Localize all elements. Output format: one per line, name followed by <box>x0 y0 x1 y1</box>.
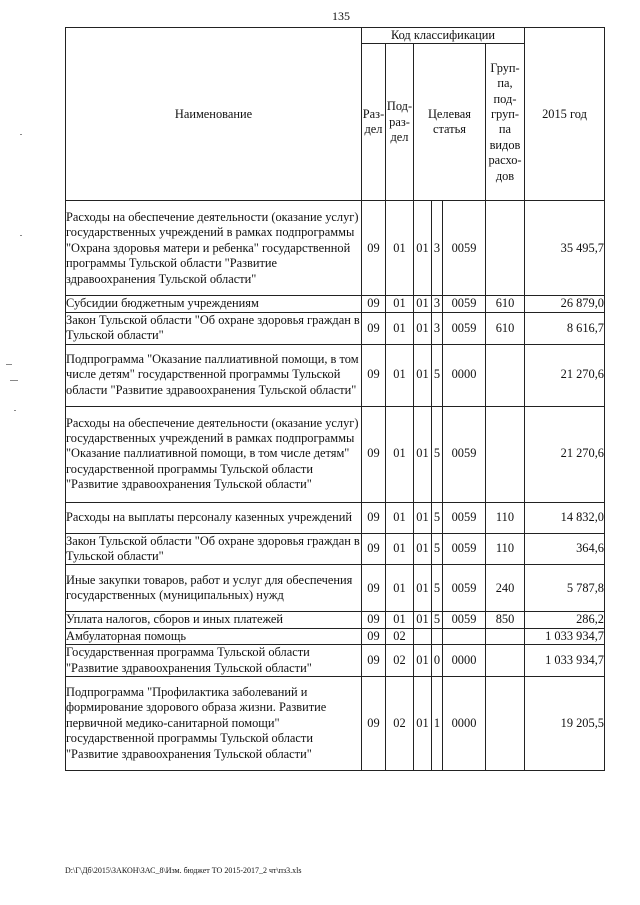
row-amount-cell: 35 495,7 <box>525 201 605 296</box>
row-podrazdel-cell: 01 <box>386 533 414 565</box>
table-row <box>66 406 605 502</box>
column-header-celevaya: Целевая статья <box>414 44 486 201</box>
file-path-footer: D:\Г\Дб\2015\ЗАКОН\ЗАС_8\Изм. бюджет ТО 2015-2017_2 чт\пз3.xls <box>65 866 302 875</box>
row-target-direction-cell: 0059 <box>443 296 486 312</box>
row-razdel-cell: 09 <box>362 612 386 628</box>
page-number: 135 <box>332 9 350 23</box>
column-header-gruppa: Груп- па, под- груп- па видов расхо- дов <box>486 44 525 201</box>
row-podrazdel-cell: 01 <box>386 201 414 296</box>
scan-speck <box>20 235 22 236</box>
row-target-program-cell: 01 <box>414 201 432 296</box>
row-target-direction-cell: 0059 <box>443 406 486 502</box>
row-target-direction-cell: 0059 <box>443 612 486 628</box>
table-row <box>66 628 605 644</box>
row-target-program-cell: 01 <box>414 645 432 677</box>
row-amount-cell: 21 270,6 <box>525 344 605 406</box>
row-name-cell: Амбулаторная помощь <box>66 628 362 644</box>
row-razdel-cell: 09 <box>362 502 386 533</box>
table-body <box>66 201 605 771</box>
row-target-subprogram-cell: 5 <box>432 344 443 406</box>
table-row <box>66 344 605 406</box>
row-target-program-cell: 01 <box>414 502 432 533</box>
row-target-subprogram-cell: 5 <box>432 565 443 612</box>
row-target-direction-cell: 0000 <box>443 344 486 406</box>
row-target-program-cell: 01 <box>414 406 432 502</box>
row-target-direction-cell <box>443 628 486 644</box>
row-expense-type-cell <box>486 201 525 296</box>
row-podrazdel-cell: 01 <box>386 502 414 533</box>
row-name-cell: Закон Тульской области "Об охране здоровья граждан в Тульской области" <box>66 533 360 564</box>
row-amount-cell: 14 832,0 <box>525 502 605 533</box>
row-amount-cell: 5 787,8 <box>525 565 605 612</box>
row-target-subprogram-cell: 5 <box>432 612 443 628</box>
row-target-program-cell: 01 <box>414 677 432 771</box>
table-row <box>66 312 605 344</box>
row-target-direction-cell: 0000 <box>443 677 486 771</box>
row-name-cell: Государственная программа Тульской области "Развитие здравоохранения Тульской области" <box>66 645 362 677</box>
row-target-program-cell: 01 <box>414 565 432 612</box>
row-target-direction-cell: 0059 <box>443 502 486 533</box>
column-header-year: 2015 год <box>525 28 605 201</box>
row-podrazdel-cell: 01 <box>386 612 414 628</box>
row-razdel-cell: 09 <box>362 645 386 677</box>
row-podrazdel-cell: 01 <box>386 296 414 312</box>
row-razdel-cell: 09 <box>362 565 386 612</box>
row-name-cell: Закон Тульской области "Об охране здоровья граждан в Тульской области" <box>66 312 360 343</box>
row-podrazdel-cell: 02 <box>386 677 414 771</box>
row-name-cell: Подпрограмма "Профилактика заболеваний и формирование здорового образа жизни. Развитие первичной медико-санитарной помощи" государственной программы Тульской области "Развитие здравоохранения Тульской области" <box>66 677 362 771</box>
table-row <box>66 201 605 296</box>
row-razdel-cell: 09 <box>362 344 386 406</box>
row-amount-cell: 21 270,6 <box>525 406 605 502</box>
row-amount-cell: 364,6 <box>525 533 605 565</box>
row-target-subprogram-cell: 3 <box>432 296 443 312</box>
column-header-razdel: Раз- дел <box>362 44 386 201</box>
row-expense-type-cell: 240 <box>486 565 525 612</box>
column-header-podrazdel: Под- раз- дел <box>386 44 414 201</box>
row-target-subprogram-cell: 5 <box>432 533 443 565</box>
table-row <box>66 645 605 677</box>
row-target-subprogram-cell: 5 <box>432 406 443 502</box>
row-razdel-cell: 09 <box>362 296 386 312</box>
row-amount-cell: 19 205,5 <box>525 677 605 771</box>
row-name-cell: Иные закупки товаров, работ и услуг для обеспечения государственных (муниципальных) нужд <box>66 565 362 612</box>
row-expense-type-cell <box>486 645 525 677</box>
row-expense-type-cell <box>486 677 525 771</box>
row-podrazdel-cell: 01 <box>386 565 414 612</box>
row-name-cell: Подпрограмма "Оказание паллиативной помощи, в том числе детям" государственной программы Тульской области "Развитие здравоохранения Тульской области" <box>66 344 362 406</box>
row-amount-cell: 286,2 <box>525 612 605 628</box>
column-header-name: Наименование <box>66 28 362 201</box>
row-razdel-cell: 09 <box>362 406 386 502</box>
row-amount-cell: 8 616,7 <box>525 312 605 344</box>
table-row <box>66 565 605 612</box>
row-target-subprogram-cell: 3 <box>432 201 443 296</box>
row-target-program-cell: 01 <box>414 312 432 344</box>
row-podrazdel-cell: 01 <box>386 344 414 406</box>
header-row <box>66 28 605 44</box>
row-target-subprogram-cell: 5 <box>432 502 443 533</box>
row-name-cell: Уплата налогов, сборов и иных платежей <box>66 612 362 628</box>
row-podrazdel-cell: 01 <box>386 312 414 344</box>
table-row <box>66 612 605 628</box>
row-target-program-cell: 01 <box>414 533 432 565</box>
row-target-program-cell <box>414 628 432 644</box>
row-expense-type-cell <box>486 406 525 502</box>
row-expense-type-cell <box>486 628 525 644</box>
scan-speck <box>10 380 18 381</box>
scan-speck <box>14 410 16 411</box>
row-target-program-cell: 01 <box>414 612 432 628</box>
row-amount-cell: 26 879,0 <box>525 296 605 312</box>
column-header-code-group: Код классификации <box>362 28 525 44</box>
row-podrazdel-cell: 02 <box>386 628 414 644</box>
row-expense-type-cell: 610 <box>486 312 525 344</box>
row-expense-type-cell: 610 <box>486 296 525 312</box>
row-name-cell: Расходы на выплаты персоналу казенных учреждений <box>66 502 362 533</box>
row-target-direction-cell: 0059 <box>443 312 486 344</box>
row-podrazdel-cell: 02 <box>386 645 414 677</box>
row-target-direction-cell: 0059 <box>443 533 486 565</box>
row-name-cell: Расходы на обеспечение деятельности (оказание услуг) государственных учреждений в рамках подпрограммы "Охрана здоровья матери и ребенка" государственной программы Тульской области "Развитие здравоохранения Тульской области" <box>66 201 362 296</box>
row-target-subprogram-cell: 3 <box>432 312 443 344</box>
row-razdel-cell: 09 <box>362 533 386 565</box>
table-row <box>66 533 605 565</box>
row-target-subprogram-cell <box>432 628 443 644</box>
scan-speck <box>20 134 22 135</box>
row-razdel-cell: 09 <box>362 628 386 644</box>
row-expense-type-cell: 110 <box>486 533 525 565</box>
row-target-subprogram-cell: 1 <box>432 677 443 771</box>
budget-table <box>65 27 605 771</box>
table-row <box>66 502 605 533</box>
row-razdel-cell: 09 <box>362 201 386 296</box>
row-expense-type-cell: 850 <box>486 612 525 628</box>
row-podrazdel-cell: 01 <box>386 406 414 502</box>
row-amount-cell: 1 033 934,7 <box>525 628 605 644</box>
row-name-cell: Расходы на обеспечение деятельности (оказание услуг) государственных учреждений в рамках подпрограммы "Оказание паллиативной помощи, в том числе детям" государственной программы Тульской области "Развитие здравоохранения Тульской области" <box>66 406 362 502</box>
row-amount-cell: 1 033 934,7 <box>525 645 605 677</box>
row-target-direction-cell: 0059 <box>443 201 486 296</box>
row-target-direction-cell: 0000 <box>443 645 486 677</box>
row-target-program-cell: 01 <box>414 344 432 406</box>
row-target-direction-cell: 0059 <box>443 565 486 612</box>
table-row <box>66 677 605 771</box>
row-razdel-cell: 09 <box>362 677 386 771</box>
row-razdel-cell: 09 <box>362 312 386 344</box>
row-expense-type-cell: 110 <box>486 502 525 533</box>
row-expense-type-cell <box>486 344 525 406</box>
scan-speck <box>6 364 12 365</box>
table-row <box>66 296 605 312</box>
row-name-cell: Субсидии бюджетным учреждениям <box>66 296 362 312</box>
row-target-subprogram-cell: 0 <box>432 645 443 677</box>
row-target-program-cell: 01 <box>414 296 432 312</box>
